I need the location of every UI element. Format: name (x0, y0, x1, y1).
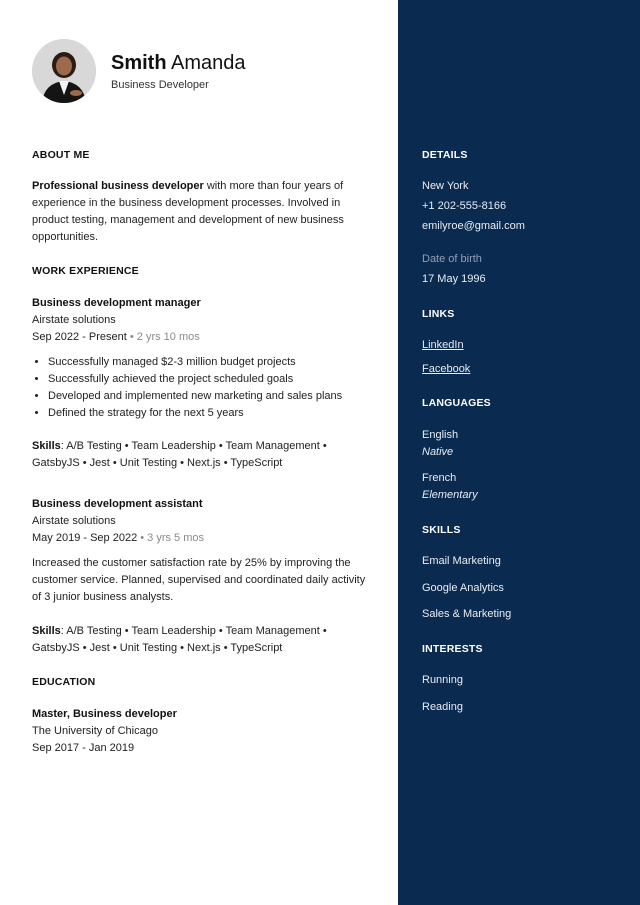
about-body: with more than four years of experience in the business development processes. Involved in product testing, management and development of new business opportunities. (32, 180, 344, 243)
about-heading: ABOUT ME (32, 149, 90, 161)
job-1-skills-list: : A/B Testing • Team Leadership • Team Management • GatsbyJS • Jest • Unit Testing • Next.js • TypeScript (32, 440, 327, 469)
job-2-company: Airstate solutions (32, 515, 116, 527)
job-1-role: Business development manager (32, 297, 201, 309)
language-1-name: English (422, 429, 459, 441)
job-1-skills (32, 438, 377, 472)
job-2-dates-line: May 2019 - Sep 2022 • 3 yrs 5 mos (32, 532, 205, 544)
job-1-company: Airstate solutions (32, 314, 116, 326)
languages-heading: LANGUAGES (422, 397, 491, 409)
profile-photo (32, 39, 96, 103)
job-1-dates: Sep 2022 - Present (32, 331, 127, 343)
interest-item: Running (422, 674, 463, 686)
language-2-name: French (422, 472, 457, 484)
details-heading: DETAILS (422, 149, 468, 161)
job-2-skills-list: : A/B Testing • Team Leadership • Team Management • GatsbyJS • Jest • Unit Testing • Next.js • TypeScript (32, 625, 327, 654)
education-dates: Sep 2017 - Jan 2019 (32, 742, 135, 754)
list-item: • Developed and implemented new marketing and sales plans (48, 388, 388, 405)
job-title: Business Developer (111, 79, 209, 91)
interest-item: Reading (422, 701, 463, 713)
full-name (111, 51, 246, 75)
job-1-duration: 2 yrs 10 mos (136, 331, 200, 343)
language-1-level: Native (422, 446, 454, 458)
education-school: The University of Chicago (32, 725, 158, 737)
link-linkedin[interactable]: LinkedIn (422, 339, 464, 351)
list-item: • Successfully managed $2-3 million budget projects (48, 354, 388, 371)
skill-item: Sales & Marketing (422, 608, 512, 620)
job-1-bullets (32, 354, 388, 422)
job-2-skills (32, 623, 377, 657)
education-degree: Master, Business developer (32, 708, 177, 720)
last-name: Amanda (171, 52, 246, 74)
job-2-role: Business development assistant (32, 498, 203, 510)
details-dob-label: Date of birth (422, 253, 482, 265)
skills-heading: SKILLS (422, 524, 461, 536)
details-phone[interactable]: +1 202-555-8166 (422, 200, 507, 212)
about-text (32, 178, 377, 246)
job-1-skills-label: Skills (32, 440, 61, 452)
job-2-duration: 3 yrs 5 mos (147, 532, 205, 544)
details-dob: 17 May 1996 (422, 273, 486, 285)
interests-heading: INTERESTS (422, 643, 483, 655)
job-1-dates-line: Sep 2022 - Present • 2 yrs 10 mos (32, 331, 200, 343)
experience-heading: WORK EXPERIENCE (32, 265, 139, 277)
job-2-skills-label: Skills (32, 625, 61, 637)
details-city: New York (422, 180, 469, 192)
language-2-level: Elementary (422, 489, 478, 501)
job-2-description: Increased the customer satisfaction rate by 25% by improving the customer service. Planned, supervised and coordinated daily activity of 3 junior business analysts. (32, 557, 366, 603)
details-email[interactable]: emilyroe@gmail.com (422, 220, 525, 232)
links-heading: LINKS (422, 308, 455, 320)
name-block (111, 51, 246, 91)
about-lead: Professional business developer (32, 180, 204, 192)
skill-item: Google Analytics (422, 582, 504, 594)
list-item: • Defined the strategy for the next 5 years (48, 405, 388, 422)
first-name: Smith (111, 52, 167, 74)
job-2-dates: May 2019 - Sep 2022 (32, 532, 138, 544)
skill-item: Email Marketing (422, 555, 501, 567)
link-facebook[interactable]: Facebook (422, 363, 471, 375)
education-heading: EDUCATION (32, 676, 96, 688)
avatar (32, 39, 96, 103)
list-item: • Successfully achieved the project scheduled goals (48, 371, 388, 388)
